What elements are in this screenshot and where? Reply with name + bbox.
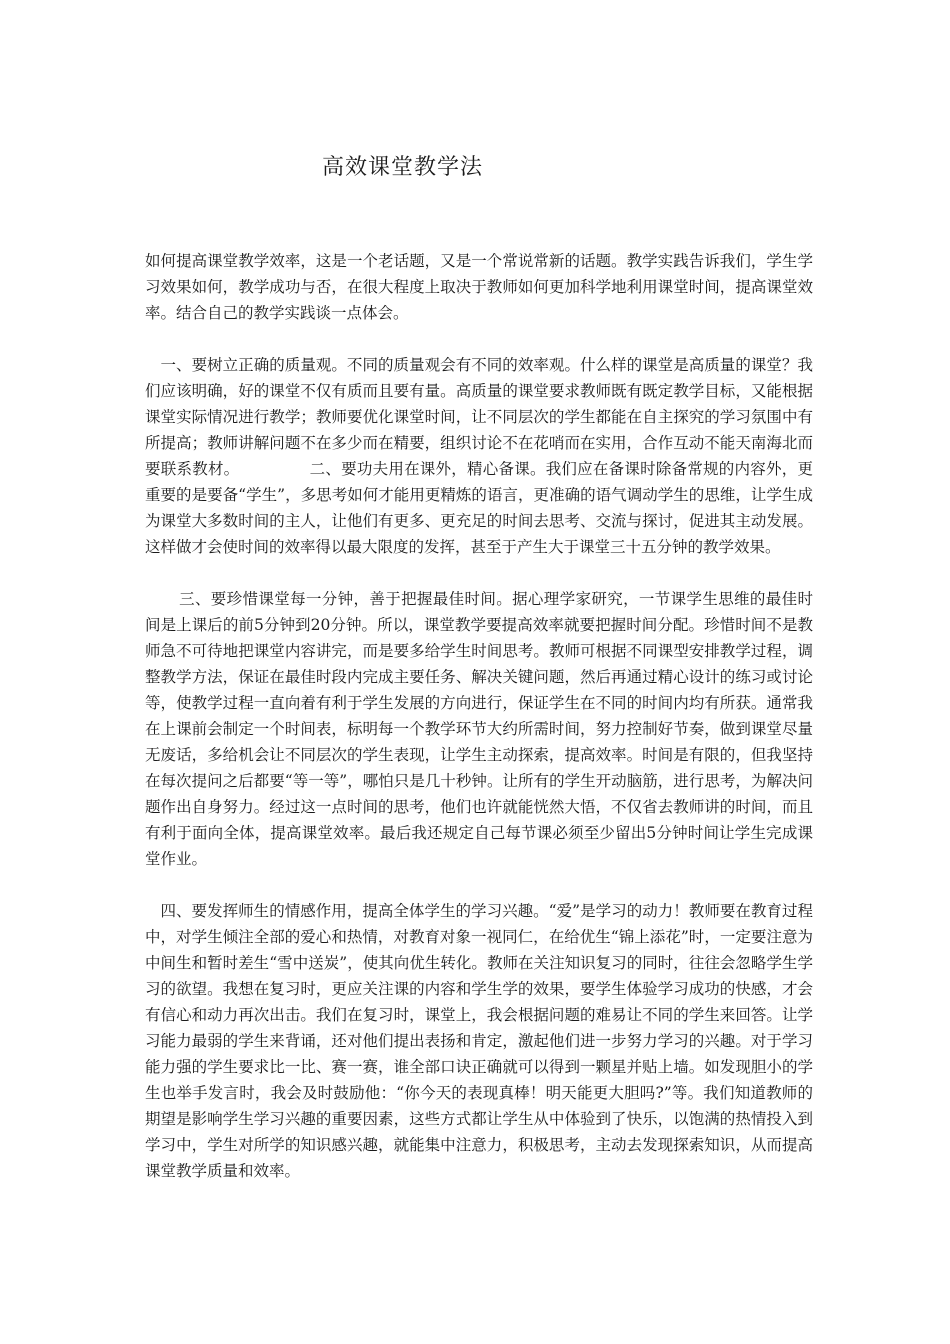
point-1-text: 一、要树立正确的质量观。不同的质量观会有不同的效率观。什么样的课堂是高质量的课堂？我们应该明确，好的课堂不仅有质而且要有量。高质量的课堂要求教师既有既定教学目标，又能根据课堂实际情况进行教学；教师要优化课堂时间，让不同层次的学生都能在自主探究的学习氛围中有所提高；教师讲解问题不在多少而在精要，组织讨论不在花哨而在实用，合作互动不能天南海北而要联系教材。 bbox=[145, 356, 813, 478]
point-3-paragraph: 三、要珍惜课堂每一分钟，善于把握最佳时间。据心理学家研究，一节课学生思维的最佳时间是上课后的前5分钟到20分钟。所以，课堂教学要提高效率就要把握时间分配。珍惜时间不是教师急不可待地把课堂内容讲完，而是要多给学生时间思考。教师可根据不同课型安排教学过程，调整教学方法，保证在最佳时段内完成主要任务、解决关键问题，然后再通过精心设计的练习或讨论等，使教学过程一直向着有利于学生发展的方向进行，保证学生在不同的时间内均有所获。通常我在上课前会制定一个时间表，标明每一个教学环节大约所需时间，努力控制好节奏，做到课堂尽量无废话，多给机会让不同层次的学生表现，让学生主动探索，提高效率。时间是有限的，但我坚持在每次提问之后都要“等一等”，哪怕只是几十秒钟。让所有的学生开动脑筋，进行思考，为解决问题作出自身努力。经过这一点时间的思考，他们也许就能恍然大悟，不仅省去教师讲的时间，而且有利于面向全体，提高课堂效率。最后我还规定自己每节课必须至少留出5分钟时间让学生完成课堂作业。 bbox=[145, 590, 813, 868]
intro-paragraph: 如何提高课堂教学效率，这是一个老话题，又是一个常说常新的话题。教学实践告诉我们，学生学习效果如何，教学成功与否，在很大程度上取决于教师如何更加科学地利用课堂时间，提高课堂效率。结合自己的教学实践谈一点体会。 bbox=[145, 252, 813, 322]
point-2-text: 二、要功夫用在课外，精心备课。我们应在备课时除备常规的内容外，更重要的是要备“学生”，多思考如何才能用更精炼的语言，更准确的语气调动学生的思维，让学生成为课堂大多数时间的主人，让他们有更多、更充足的时间去思考、交流与探讨，促进其主动发展。这样做才会使时间的效率得以最大限度的发挥，甚至于产生大于课堂三十五分钟的教学效果。 bbox=[145, 460, 813, 556]
point-1-and-2-paragraph bbox=[145, 352, 813, 560]
paragraph-spacer bbox=[145, 872, 813, 898]
document-title: 高效课堂教学法 bbox=[322, 155, 484, 180]
point-4-paragraph: 四、要发挥师生的情感作用，提高全体学生的学习兴趣。“爱”是学习的动力！教师要在教育过程中，对学生倾注全部的爱心和热情，对教育对象一视同仁，在给优生“锦上添花”时，一定要注意为中间生和暂时差生“雪中送炭”，使其向优生转化。教师在关注知识复习的同时，往往会忽略学生学习的欲望。我想在复习时，更应关注课的内容和学生学的效果，要学生体验学习成功的快感，才会有信心和动力再次出击。我们在复习时，课堂上，我会根据问题的难易让不同的学生来回答。让学习能力最弱的学生来背诵，还对他们提出表扬和肯定，激起他们进一步努力学习的兴趣。对于学习能力强的学生要求比一比、赛一赛，谁全部口诀正确就可以得到一颗星并贴上墙。如发现胆小的学生也举手发言时，我会及时鼓励他：“你今天的表现真棒！明天能更大胆吗?”等。我们知道教师的期望是影响学生学习兴趣的重要因素，这些方式都让学生从中体验到了快乐，以饱满的热情投入到学习中，学生对所学的知识感兴趣，就能集中注意力，积极思考，主动去发现探索知识，从而提高课堂教学质量和效率。 bbox=[145, 902, 813, 1180]
paragraph-spacer bbox=[145, 560, 813, 586]
document-body bbox=[145, 248, 813, 1184]
paragraph-spacer bbox=[145, 326, 813, 352]
